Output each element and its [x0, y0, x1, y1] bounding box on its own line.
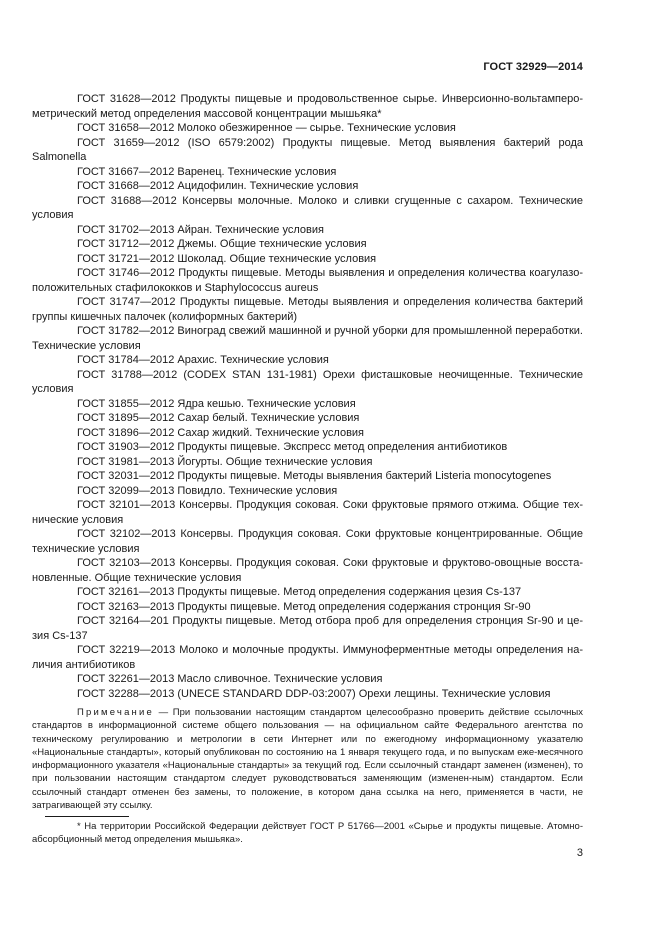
- reference-item: ГОСТ 32103—2013 Консервы. Продукция соковая. Соки фруктовые и фруктово-овощные восста-новленные. Общие технические условия: [32, 557, 583, 584]
- reference-item: ГОСТ 31667—2012 Варенец. Технические условия: [77, 165, 337, 178]
- reference-item: ГОСТ 31981—2013 Йогурты. Общие технические условия: [77, 455, 373, 468]
- reference-item: ГОСТ 32101—2013 Консервы. Продукция соковая. Соки фруктовые прямого отжима. Общие тех-нические условия: [32, 499, 583, 526]
- reference-item: ГОСТ 31747—2012 Продукты пищевые. Методы выявления и определения количества бактерий группы кишечных палочек (колиформных бактерий): [32, 296, 583, 323]
- note-paragraph: [32, 706, 583, 812]
- footnote: * На территории Российской Федерации действует ГОСТ Р 51766—2001 «Сырье и продукты пищевые. Атомно-абсорбционный метод определения мышьяка».: [32, 821, 583, 846]
- reference-item: ГОСТ 31784—2012 Арахис. Технические условия: [77, 354, 329, 366]
- reference-item: ГОСТ 32102—2013 Консервы. Продукция соковая. Соки фруктовые концентрированные. Общие технические условия: [32, 528, 583, 555]
- note-text: — При пользовании настоящим стандартом целесообразно проверить действие ссылочных стандартов в информационной системе общего пользования — на официальном сайте Федерального агентства по техническому регулированию и метрологии в сети Интернет или по ежегодному информационному указателю «Национальные стандарты», который опубликован по состоянию на 1 января текущего года, и по выпускам еже-месячного информационного указателя «Национальные стандарты» за текущий год. Если ссылочный стандарт заменен (изменен), то при пользовании настоящим стандартом следует руководствоваться заменяющим (изменен-ным) стандартом. Если ссылочный стандарт отменен без замены, то положение, в котором дана ссылка на него, применяется в части, не затрагивающей эту ссылку.: [32, 707, 583, 812]
- reference-item: ГОСТ 31896—2012 Сахар жидкий. Технические условия: [77, 426, 365, 439]
- reference-item: ГОСТ 31895—2012 Сахар белый. Технические условия: [77, 412, 360, 424]
- normative-references: [32, 92, 583, 822]
- reference-item: ГОСТ 31658—2012 Молоко обезжиренное — сырье. Технические условия: [77, 122, 456, 134]
- reference-item: ГОСТ 32164—201 Продукты пищевые. Метод отбора проб для определения стронция Sr-90 и це-зия Cs-137: [32, 615, 583, 642]
- document-id-header: ГОСТ 32929—2014: [483, 61, 583, 73]
- reference-item: ГОСТ 31659—2012 (ISO 6579:2002) Продукты пищевые. Метод выявления бактерий рода Salmonella: [32, 136, 583, 163]
- reference-list: [32, 92, 583, 701]
- reference-item: ГОСТ 32288—2013 (UNECE STANDARD DDP-03:2007) Орехи лещины. Технические условия: [77, 687, 551, 700]
- reference-item: ГОСТ 32261—2013 Масло сливочное. Технические условия: [77, 673, 383, 685]
- reference-item: ГОСТ 31712—2012 Джемы. Общие технические условия: [77, 238, 367, 250]
- reference-item: ГОСТ 31855—2012 Ядра кешью. Технические условия: [77, 397, 356, 410]
- reference-item: ГОСТ 32099—2013 Повидло. Технические условия: [77, 484, 338, 497]
- reference-item: ГОСТ 31688—2012 Консервы молочные. Молоко и сливки сгущенные с сахаром. Технические условия: [32, 194, 583, 221]
- reference-item: ГОСТ 32161—2013 Продукты пищевые. Метод определения содержания цезия Cs-137: [77, 586, 522, 598]
- page-number: 3: [576, 847, 583, 859]
- reference-item: ГОСТ 31788—2012 (CODEX STAN 131-1981) Орехи фисташковые неочищенные. Технические условия: [32, 368, 583, 395]
- reference-item: ГОСТ 32163—2013 Продукты пищевые. Метод определения содержания стронция Sr-90: [77, 600, 531, 613]
- reference-item: ГОСТ 31903—2012 Продукты пищевые. Экспресс метод определения антибиотиков: [77, 441, 508, 453]
- reference-item: ГОСТ 31702—2013 Айран. Технические условия: [77, 223, 324, 236]
- footnote-divider: [45, 816, 129, 817]
- reference-item: ГОСТ 31746—2012 Продукты пищевые. Методы выявления и определения количества коагулазо-положительных стафилококков и Staphylococcus aureus: [32, 267, 583, 294]
- reference-item: ГОСТ 32031—2012 Продукты пищевые. Методы выявления бактерий Listeria monocytogenes: [77, 470, 552, 482]
- note-label: Примечание: [77, 707, 154, 718]
- reference-item: ГОСТ 32219—2013 Молоко и молочные продукты. Иммуноферментные методы определения на-личия антибиотиков: [32, 644, 583, 671]
- reference-item: ГОСТ 31782—2012 Виноград свежий машинной и ручной уборки для промышленной переработки. Технические условия: [32, 325, 583, 352]
- reference-item: ГОСТ 31668—2012 Ацидофилин. Технические условия: [77, 180, 359, 192]
- reference-item: ГОСТ 31628—2012 Продукты пищевые и продовольственное сырье. Инверсионно-вольтамперо-метрический метод определения массовой концентрации мышьяка*: [32, 93, 583, 120]
- reference-item: ГОСТ 31721—2012 Шоколад. Общие технические условия: [77, 252, 377, 265]
